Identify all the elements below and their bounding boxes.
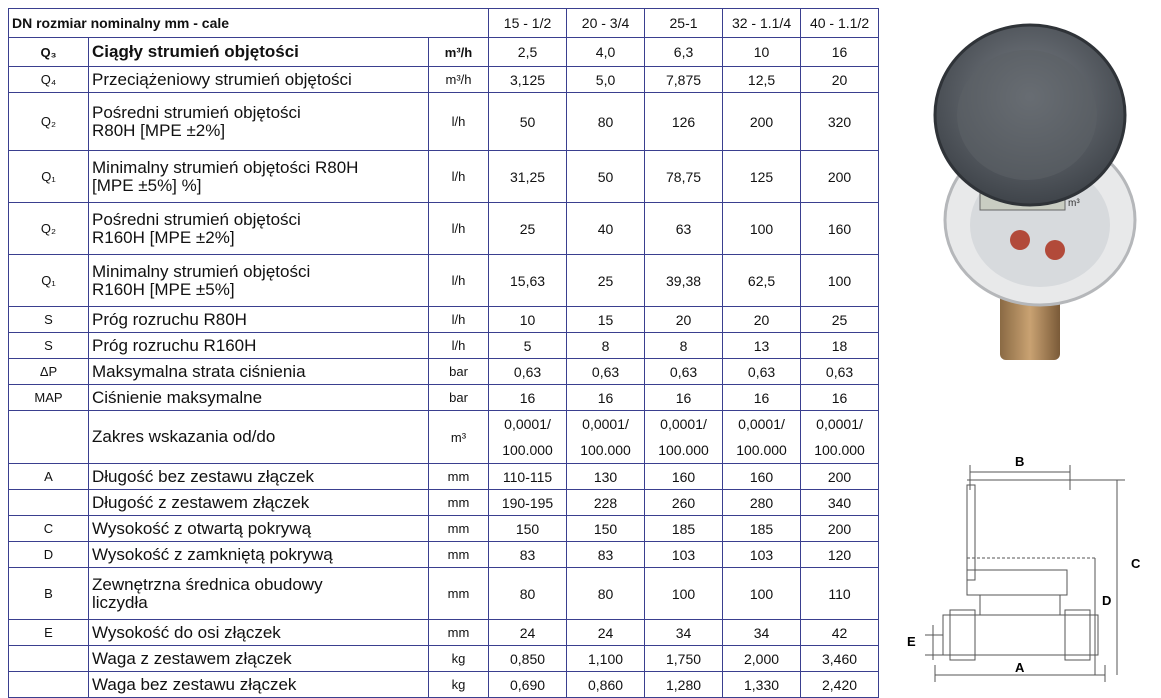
row-value: 25	[567, 255, 645, 307]
row-value: 150	[567, 516, 645, 542]
row-symbol	[9, 672, 89, 698]
table-row	[9, 646, 879, 672]
row-unit: m³/h	[429, 67, 489, 93]
row-value: 15,63	[489, 255, 567, 307]
row-name: Waga z zestawem złączek	[89, 646, 429, 672]
row-symbol: Q₃	[9, 38, 89, 67]
table-row	[9, 255, 879, 307]
row-value: 39,38	[645, 255, 723, 307]
row-symbol: B	[9, 568, 89, 620]
table-row	[9, 568, 879, 620]
size-header: 32 - 1.1/4	[723, 9, 801, 38]
row-value	[489, 411, 567, 464]
row-value: 62,5	[723, 255, 801, 307]
row-value: 0,860	[567, 672, 645, 698]
row-name: Długość z zestawem złączek	[89, 490, 429, 516]
row-symbol: ΔP	[9, 359, 89, 385]
row-value: 130	[567, 464, 645, 490]
row-symbol: MAP	[9, 385, 89, 411]
row-name: Wysokość z otwartą pokrywą	[89, 516, 429, 542]
row-name: Wysokość do osi złączek	[89, 620, 429, 646]
row-symbol: Q₄	[9, 67, 89, 93]
value-top: 0,0001/	[582, 416, 629, 432]
table-row	[9, 67, 879, 93]
row-value: 0,63	[645, 359, 723, 385]
row-value	[645, 411, 723, 464]
row-value: 12,5	[723, 67, 801, 93]
row-symbol: Q₁	[9, 151, 89, 203]
row-value: 2,5	[489, 38, 567, 67]
row-value: 8	[567, 333, 645, 359]
row-value: 110	[801, 568, 879, 620]
row-unit: mm	[429, 490, 489, 516]
row-value: 13	[723, 333, 801, 359]
row-value: 16	[489, 385, 567, 411]
row-value: 0,63	[567, 359, 645, 385]
table-row	[9, 411, 879, 464]
row-value: 103	[723, 542, 801, 568]
row-value: 0,850	[489, 646, 567, 672]
water-meter-photo	[905, 20, 1155, 370]
row-symbol: E	[9, 620, 89, 646]
row-value: 110-115	[489, 464, 567, 490]
row-value: 10	[489, 307, 567, 333]
table-row	[9, 151, 879, 203]
row-value: 228	[567, 490, 645, 516]
row-value: 42	[801, 620, 879, 646]
row-value: 16	[801, 385, 879, 411]
row-unit: l/h	[429, 93, 489, 151]
value-bottom: 100.000	[736, 442, 787, 458]
spec-table-body	[9, 9, 879, 698]
dim-label-d: D	[1102, 593, 1112, 608]
row-value: 100	[645, 568, 723, 620]
row-unit: m³/h	[429, 38, 489, 67]
value-bottom: 100.000	[658, 442, 709, 458]
table-row	[9, 542, 879, 568]
row-value: 2,000	[723, 646, 801, 672]
row-value: 1,100	[567, 646, 645, 672]
table-row	[9, 359, 879, 385]
row-value: 34	[645, 620, 723, 646]
row-name: Ciągły strumień objętości	[89, 38, 429, 67]
row-name: Przeciążeniowy strumień objętości	[89, 67, 429, 93]
row-value: 150	[489, 516, 567, 542]
row-value: 1,280	[645, 672, 723, 698]
row-value: 0,63	[723, 359, 801, 385]
dim-label-e: E	[907, 634, 916, 649]
row-value: 50	[567, 151, 645, 203]
row-value: 20	[723, 307, 801, 333]
size-header: 15 - 1/2	[489, 9, 567, 38]
table-row	[9, 93, 879, 151]
row-value: 50	[489, 93, 567, 151]
row-symbol	[9, 490, 89, 516]
row-value: 78,75	[645, 151, 723, 203]
row-value: 25	[489, 203, 567, 255]
row-value: 10	[723, 38, 801, 67]
table-row	[9, 490, 879, 516]
row-value: 16	[801, 38, 879, 67]
dim-label-c: C	[1131, 556, 1141, 571]
row-symbol: Q₁	[9, 255, 89, 307]
value-bottom: 100.000	[502, 442, 553, 458]
row-unit: bar	[429, 359, 489, 385]
table-row	[9, 307, 879, 333]
row-value: 1,750	[645, 646, 723, 672]
row-symbol: C	[9, 516, 89, 542]
row-symbol	[9, 646, 89, 672]
value-bottom: 100.000	[580, 442, 631, 458]
value-top: 0,0001/	[660, 416, 707, 432]
row-value: 190-195	[489, 490, 567, 516]
row-value: 185	[723, 516, 801, 542]
row-value: 34	[723, 620, 801, 646]
row-value: 160	[723, 464, 801, 490]
table-header-row	[9, 9, 879, 38]
row-unit: kg	[429, 646, 489, 672]
row-value: 80	[489, 568, 567, 620]
value-bottom: 100.000	[814, 442, 865, 458]
row-symbol: Q₂	[9, 203, 89, 255]
row-unit: m³	[429, 411, 489, 464]
row-name: Waga bez zestawu złączek	[89, 672, 429, 698]
row-name: Długość bez zestawu złączek	[89, 464, 429, 490]
row-unit: mm	[429, 620, 489, 646]
dim-label-a: A	[1015, 660, 1025, 675]
row-value: 160	[801, 203, 879, 255]
row-unit: mm	[429, 516, 489, 542]
row-unit: bar	[429, 385, 489, 411]
row-value: 16	[567, 385, 645, 411]
row-value: 18	[801, 333, 879, 359]
row-value: 185	[645, 516, 723, 542]
row-value: 31,25	[489, 151, 567, 203]
value-top: 0,0001/	[738, 416, 785, 432]
row-name: Próg rozruchu R80H	[89, 307, 429, 333]
table-row	[9, 464, 879, 490]
size-header: 40 - 1.1/2	[801, 9, 879, 38]
row-value: 40	[567, 203, 645, 255]
row-value: 5	[489, 333, 567, 359]
row-value: 0,63	[489, 359, 567, 385]
row-unit: mm	[429, 568, 489, 620]
row-value: 2,420	[801, 672, 879, 698]
row-value: 0,690	[489, 672, 567, 698]
row-symbol: A	[9, 464, 89, 490]
row-value: 6,3	[645, 38, 723, 67]
row-symbol	[9, 411, 89, 464]
row-name: Pośredni strumień objętości R160H [MPE ±2%]	[89, 203, 429, 255]
row-value: 24	[489, 620, 567, 646]
table-row	[9, 385, 879, 411]
row-value: 15	[567, 307, 645, 333]
row-value: 0,63	[801, 359, 879, 385]
row-value: 200	[801, 516, 879, 542]
table-row	[9, 333, 879, 359]
row-value: 103	[645, 542, 723, 568]
table-row	[9, 38, 879, 67]
row-value: 160	[645, 464, 723, 490]
row-value: 4,0	[567, 38, 645, 67]
row-unit: l/h	[429, 333, 489, 359]
row-value: 200	[723, 93, 801, 151]
dim-label-b: B	[1015, 454, 1025, 469]
row-value: 16	[645, 385, 723, 411]
row-value: 320	[801, 93, 879, 151]
row-value: 340	[801, 490, 879, 516]
row-value: 20	[645, 307, 723, 333]
row-value: 5,0	[567, 67, 645, 93]
row-unit: l/h	[429, 203, 489, 255]
row-value: 83	[567, 542, 645, 568]
row-unit: l/h	[429, 307, 489, 333]
table-row	[9, 620, 879, 646]
value-top: 0,0001/	[504, 416, 551, 432]
spec-table	[8, 8, 879, 698]
row-value	[567, 411, 645, 464]
row-name: Minimalny strumień objętości R80H [MPE ±5%] %]	[89, 151, 429, 203]
row-name: Minimalny strumień objętości R160H [MPE ±5%]	[89, 255, 429, 307]
row-value: 280	[723, 490, 801, 516]
row-symbol: D	[9, 542, 89, 568]
row-symbol: S	[9, 307, 89, 333]
row-value: 100	[723, 203, 801, 255]
row-value: 80	[567, 568, 645, 620]
row-value: 16	[723, 385, 801, 411]
row-value: 120	[801, 542, 879, 568]
row-name: Maksymalna strata ciśnienia	[89, 359, 429, 385]
row-value	[723, 411, 801, 464]
size-header: 25-1	[645, 9, 723, 38]
row-value: 260	[645, 490, 723, 516]
row-value: 3,460	[801, 646, 879, 672]
row-unit: mm	[429, 464, 489, 490]
row-name: Zewnętrzna średnica obudowy liczydła	[89, 568, 429, 620]
row-name: Wysokość z zamkniętą pokrywą	[89, 542, 429, 568]
row-value	[801, 411, 879, 464]
row-value: 3,125	[489, 67, 567, 93]
table-title: DN rozmiar nominalny mm - cale	[9, 9, 489, 38]
row-value: 100	[723, 568, 801, 620]
row-value: 100	[801, 255, 879, 307]
row-value: 7,875	[645, 67, 723, 93]
row-unit: mm	[429, 542, 489, 568]
row-value: 200	[801, 464, 879, 490]
row-value: 83	[489, 542, 567, 568]
row-name: Ciśnienie maksymalne	[89, 385, 429, 411]
table-row	[9, 672, 879, 698]
row-name: Próg rozruchu R160H	[89, 333, 429, 359]
row-value: 63	[645, 203, 723, 255]
table-row	[9, 203, 879, 255]
row-value: 1,330	[723, 672, 801, 698]
row-value: 80	[567, 93, 645, 151]
row-symbol: S	[9, 333, 89, 359]
row-value: 24	[567, 620, 645, 646]
row-value: 126	[645, 93, 723, 151]
row-value: 8	[645, 333, 723, 359]
size-header: 20 - 3/4	[567, 9, 645, 38]
row-unit: l/h	[429, 255, 489, 307]
row-name: Zakres wskazania od/do	[89, 411, 429, 464]
row-value: 200	[801, 151, 879, 203]
row-symbol: Q₂	[9, 93, 89, 151]
row-value: 125	[723, 151, 801, 203]
table-row	[9, 516, 879, 542]
dimension-drawing	[895, 450, 1157, 690]
row-unit: l/h	[429, 151, 489, 203]
row-value: 25	[801, 307, 879, 333]
value-top: 0,0001/	[816, 416, 863, 432]
row-name: Pośredni strumień objętości R80H [MPE ±2%]	[89, 93, 429, 151]
row-value: 20	[801, 67, 879, 93]
dial-unit-label: m³	[1068, 198, 1080, 209]
row-unit: kg	[429, 672, 489, 698]
